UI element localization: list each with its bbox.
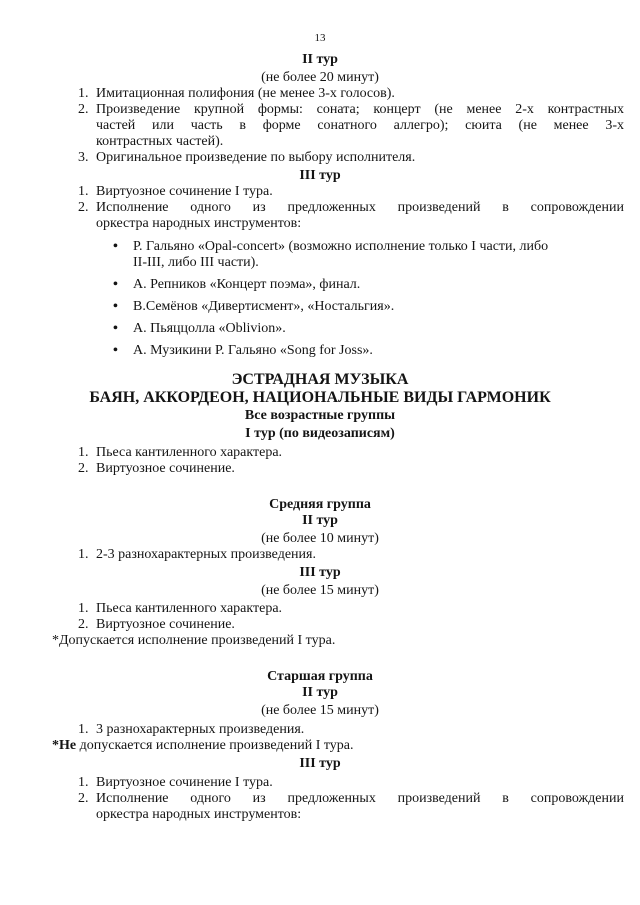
list-item-number: 3.: [78, 150, 89, 165]
bullet-item: [113, 299, 640, 315]
bullet-dot-icon: •: [113, 321, 118, 336]
round-duration: (не более 15 минут): [261, 583, 379, 598]
numbered-list: [78, 184, 640, 232]
round-duration: (не более 20 минут): [261, 70, 379, 85]
note: [52, 738, 640, 754]
list-item-text: [96, 547, 624, 563]
list-item-number: 1.: [78, 86, 89, 101]
bullet-dot-icon: •: [113, 239, 118, 254]
list-item-number: 2.: [78, 461, 89, 476]
list-item-line: оркестра народных инструментов:: [96, 807, 302, 822]
numbered-list: [78, 722, 640, 738]
section-subtitle: Все возрастные группы: [244, 408, 396, 423]
list-item-line: Имитационная полифония (не менее 3-х голосов).: [96, 86, 395, 101]
bullet-list: [113, 239, 640, 359]
list-item-text: [96, 722, 624, 738]
list-item-line: Произведение крупной формы: соната; концерт (не менее 2-х контрастных: [96, 102, 624, 117]
bullet-item-text: [133, 343, 603, 359]
list-item-number: 2.: [78, 200, 89, 215]
list-item-line: Исполнение одного из предложенных произведений в сопровождении: [96, 200, 624, 215]
bullet-item-text: [133, 277, 603, 293]
list-item: [78, 601, 640, 617]
note: *Допускается исполнение произведений I тура.: [52, 633, 336, 648]
bullet-dot-icon: •: [113, 343, 118, 358]
bullet-dot-icon: •: [113, 277, 118, 292]
list-item-line: 2-3 разнохарактерных произведения.: [96, 547, 316, 562]
list-item-line: Исполнение одного из предложенных произведений в сопровождении: [96, 791, 624, 806]
bullet-item: [113, 239, 640, 271]
list-item-text: [96, 200, 624, 232]
bullet-item-text: [133, 239, 603, 271]
list-item-line: контрастных частей).: [96, 134, 224, 149]
round-duration: (не более 15 минут): [261, 703, 379, 718]
list-item-number: 2.: [78, 617, 89, 632]
list-item-line: Виртуозное сочинение.: [96, 617, 235, 632]
bullet-item-line: II-III, либо III части).: [133, 255, 259, 270]
bullet-item-line: А. Репников «Концерт поэма», финал.: [133, 277, 361, 292]
list-item-line: Оригинальное произведение по выбору исполнителя.: [96, 150, 416, 165]
bullet-item-line: А. Музикини Р. Гальяно «Song for Joss».: [133, 343, 373, 358]
section-title: ЭСТРАДНАЯ МУЗЫКА: [231, 371, 409, 388]
section-title-instruments: БАЯН, АККОРДЕОН, НАЦИОНАЛЬНЫЕ ВИДЫ ГАРМОНИК: [89, 389, 551, 406]
list-item-line: Виртуозное сочинение.: [96, 461, 235, 476]
list-item: [78, 775, 640, 791]
round-heading: II тур: [302, 513, 338, 528]
list-item: [78, 617, 640, 633]
bullet-item: [113, 343, 640, 359]
list-item-line: Пьеса кантиленного характера.: [96, 445, 283, 460]
numbered-list: [78, 86, 640, 166]
list-item-number: 1.: [78, 722, 89, 737]
note-emphasis: *Не: [52, 738, 77, 753]
list-item: [78, 200, 640, 232]
round-heading: III тур: [299, 168, 341, 183]
list-item-line: Виртуозное сочинение I тура.: [96, 184, 273, 199]
list-item-number: 1.: [78, 445, 89, 460]
list-item: [78, 722, 640, 738]
list-item-line: 3 разнохарактерных произведения.: [96, 722, 305, 737]
numbered-list: [78, 775, 640, 823]
bullet-item: [113, 277, 640, 293]
bullet-item-line: А. Пьяццолла «Oblivion».: [133, 321, 286, 336]
list-item-text: [96, 601, 624, 617]
list-item: [78, 86, 640, 102]
round-heading: II тур: [302, 52, 338, 67]
list-item-line: Виртуозное сочинение I тура.: [96, 775, 273, 790]
bullet-dot-icon: •: [113, 299, 118, 314]
note-text: допускается исполнение произведений I тура.: [76, 738, 354, 753]
list-item-number: 2.: [78, 102, 89, 117]
list-item-line: частей или часть в форме сонатного аллегро); сюита (не менее 3-х: [96, 118, 624, 133]
bullet-item: [113, 321, 640, 337]
round-heading: III тур: [299, 565, 341, 580]
list-item-number: 1.: [78, 184, 89, 199]
list-item: [78, 461, 640, 477]
group-heading: Старшая группа: [267, 669, 373, 684]
list-item-text: [96, 102, 624, 150]
list-item-number: 1.: [78, 775, 89, 790]
list-item-number: 1.: [78, 601, 89, 616]
list-item-line: Пьеса кантиленного характера.: [96, 601, 283, 616]
list-item-number: 1.: [78, 547, 89, 562]
list-item: [78, 150, 640, 166]
bullet-item-text: [133, 321, 603, 337]
numbered-list: [78, 601, 640, 633]
list-item: [78, 184, 640, 200]
list-item-text: [96, 150, 624, 166]
list-item-text: [96, 791, 624, 823]
list-item: [78, 445, 640, 461]
list-item-text: [96, 445, 624, 461]
numbered-list: [78, 547, 640, 563]
list-item: [78, 547, 640, 563]
list-item-line: оркестра народных инструментов:: [96, 216, 302, 231]
list-item: [78, 791, 640, 823]
round-heading: II тур: [302, 685, 338, 700]
numbered-list: [78, 445, 640, 477]
list-item-text: [96, 86, 624, 102]
list-item-text: [96, 461, 624, 477]
bullet-item-line: В.Семёнов «Дивертисмент», «Ностальгия».: [133, 299, 395, 314]
list-item-text: [96, 775, 624, 791]
round-heading: III тур: [299, 756, 341, 771]
list-item-text: [96, 184, 624, 200]
round-heading: I тур (по видеозаписям): [245, 426, 395, 441]
list-item-number: 2.: [78, 791, 89, 806]
group-heading: Средняя группа: [269, 497, 371, 512]
page-number: 13: [314, 32, 326, 44]
bullet-item-text: [133, 299, 603, 315]
bullet-item-line: Р. Гальяно «Opal-concert» (возможно исполнение только I части, либо: [133, 239, 549, 254]
list-item: [78, 102, 640, 150]
list-item-text: [96, 617, 624, 633]
round-duration: (не более 10 минут): [261, 531, 379, 546]
